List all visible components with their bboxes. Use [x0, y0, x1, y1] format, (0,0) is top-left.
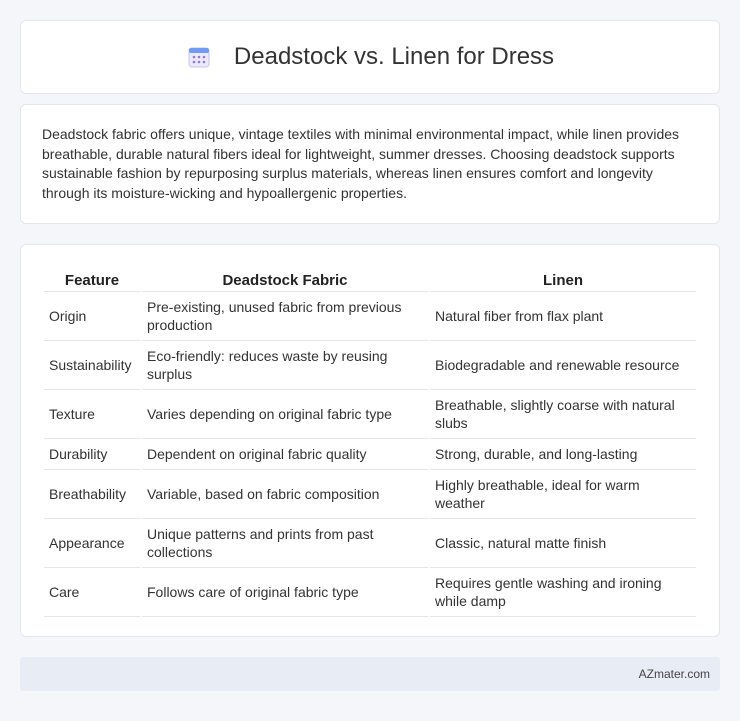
table-row	[44, 470, 696, 519]
header-linen: Linen	[430, 266, 696, 292]
cell-linen: Natural fiber from flax plant	[430, 292, 696, 341]
cell-linen: Highly breathable, ideal for warm weather	[430, 470, 696, 519]
cell-deadstock: Varies depending on original fabric type	[142, 390, 428, 439]
cell-feature: Sustainability	[44, 341, 140, 390]
cell-feature: Appearance	[44, 519, 140, 568]
header-deadstock: Deadstock Fabric	[142, 266, 428, 292]
cell-deadstock: Pre-existing, unused fabric from previous production	[142, 292, 428, 341]
title-card	[20, 20, 720, 94]
comparison-table-card	[20, 244, 720, 637]
comparison-table	[42, 266, 698, 617]
cell-linen: Requires gentle washing and ironing while damp	[430, 568, 696, 617]
cell-feature: Durability	[44, 439, 140, 470]
cell-linen: Strong, durable, and long-lasting	[430, 439, 696, 470]
cell-feature: Texture	[44, 390, 140, 439]
intro-card	[20, 104, 720, 224]
cell-linen: Classic, natural matte finish	[430, 519, 696, 568]
cell-deadstock: Dependent on original fabric quality	[142, 439, 428, 470]
cell-linen: Breathable, slightly coarse with natural slubs	[430, 390, 696, 439]
header-feature: Feature	[44, 266, 140, 292]
footer-site-link[interactable]: AZmater.com	[638, 667, 710, 681]
footer	[20, 657, 720, 691]
table-row	[44, 519, 696, 568]
table-row	[44, 439, 696, 470]
cell-deadstock: Unique patterns and prints from past collections	[142, 519, 428, 568]
cell-feature: Care	[44, 568, 140, 617]
table-header-row	[44, 266, 696, 292]
table-row	[44, 568, 696, 617]
cell-feature: Breathability	[44, 470, 140, 519]
intro-text: Deadstock fabric offers unique, vintage textiles with minimal environmental impact, while linen provides breathable, durable natural fibers ideal for lightweight, summer dresses. Choosing deadstock supports sustainable fashion by repurposing surplus materials, whereas linen ensures comfort and longevity through its moisture-wicking and hypoallergenic properties.	[42, 126, 680, 201]
table-row	[44, 341, 696, 390]
cell-deadstock: Eco-friendly: reduces waste by reusing surplus	[142, 341, 428, 390]
page-title: Deadstock vs. Linen for Dress	[233, 43, 555, 70]
cell-linen: Biodegradable and renewable resource	[430, 341, 696, 390]
cell-feature: Origin	[44, 292, 140, 341]
calendar-icon	[186, 44, 212, 70]
cell-deadstock: Follows care of original fabric type	[142, 568, 428, 617]
table-row	[44, 292, 696, 341]
cell-deadstock: Variable, based on fabric composition	[142, 470, 428, 519]
table-row	[44, 390, 696, 439]
